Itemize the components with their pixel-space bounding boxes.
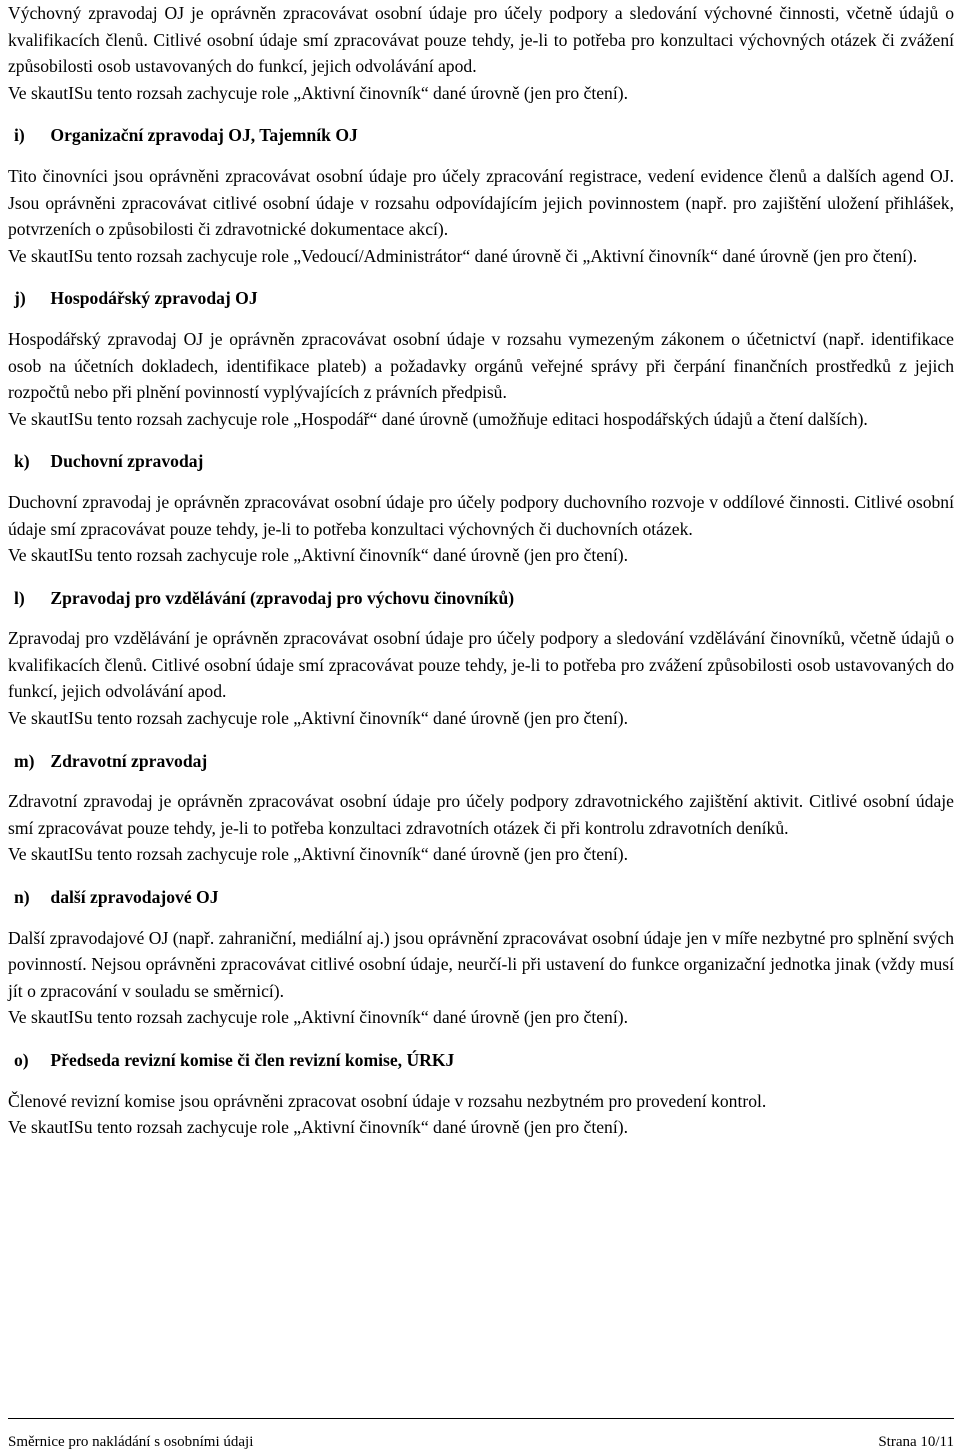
section-i bbox=[8, 122, 954, 269]
section-role-note: Ve skautISu tento rozsah zachycuje role „Aktivní činovník“ dané úrovně (jen pro čtení). bbox=[8, 844, 628, 865]
section-l bbox=[8, 585, 954, 732]
section-j bbox=[8, 285, 954, 432]
section-title: Předseda revizní komise či člen revizní komise, ÚRKJ bbox=[50, 1050, 455, 1070]
section-heading bbox=[8, 748, 954, 775]
section-heading bbox=[8, 448, 954, 475]
footer-page-number: Strana 10/11 bbox=[878, 1434, 954, 1450]
section-heading bbox=[8, 884, 954, 911]
section-letter: k) bbox=[14, 451, 30, 472]
section-letter: i) bbox=[14, 125, 25, 146]
section-title: Zdravotní zpravodaj bbox=[50, 750, 208, 771]
section-letter: o) bbox=[14, 1050, 29, 1070]
section-paragraph: Zpravodaj pro vzdělávání je oprávněn zpracovávat osobní údaje pro účely podpory a sledování vzdělávání činovníků, včetně údajů o kvalifikacích členů. Citlivé osobní údaje smí zpracovávat pouze tehdy, je-li to potřeba pro zvážení způsobilosti osob ustavovaných do funkcí, jejich odvolávání apod. bbox=[8, 628, 954, 702]
section-paragraph: Zdravotní zpravodaj je oprávněn zpracovávat osobní údaje pro účely podpory zdravotnického zajištění aktivit. Citlivé osobní údaje smí zpracovávat pouze tehdy, je-li to potřeba konzultaci zdravotních otázek či při kontrolu zdravotních deníků. bbox=[8, 791, 954, 838]
section-title: další zpravodajové OJ bbox=[50, 887, 219, 908]
section-heading bbox=[8, 122, 954, 149]
footer-document-title: Směrnice pro nakládání s osobními údaji bbox=[8, 1434, 254, 1450]
document-page bbox=[8, 0, 954, 1141]
intro-block bbox=[8, 0, 954, 106]
section-n bbox=[8, 884, 954, 1031]
section-letter: l) bbox=[14, 587, 25, 608]
section-title: Duchovní zpravodaj bbox=[50, 451, 204, 472]
section-paragraph: Tito činovníci jsou oprávněni zpracovávat osobní údaje pro účely zpracování registrace, vedení evidence členů a dalších agend OJ. Jsou oprávněni zpracovávat citlivé osobní údaje v rozsahu odpovídajícím jejich povinnostem (např. pro zajištění uložení přihlášek, potvrzeních o způsobilosti či zdravotnické dokumentace akcí). bbox=[8, 165, 954, 240]
section-heading bbox=[8, 1047, 954, 1074]
section-role-note: Ve skautISu tento rozsah zachycuje role „Aktivní činovník“ dané úrovně (jen pro čtení). bbox=[8, 545, 628, 566]
page-footer bbox=[8, 1418, 954, 1451]
section-paragraph: Členové revizní komise jsou oprávněni zpracovat osobní údaje v rozsahu nezbytném pro provedení kontrol. bbox=[8, 1090, 767, 1111]
section-paragraph: Hospodářský zpravodaj OJ je oprávněn zpracovávat osobní údaje v rozsahu vymezeným zákonem o účetnictví (např. identifikace osob na účetních dokladech, identifikace plateb) a požadavky orgánů veřejné správy při čerpání finančních prostředků z jejich rozpočtů nebo při plnění povinností vyplývajících z právních předpisů. bbox=[8, 328, 954, 403]
section-title: Zpravodaj pro vzdělávání (zpravodaj pro výchovu činovníků) bbox=[50, 587, 515, 608]
section-role-note: Ve skautISu tento rozsah zachycuje role „Aktivní činovník“ dané úrovně (jen pro čtení). bbox=[8, 708, 628, 729]
section-role-note: Ve skautISu tento rozsah zachycuje role „Aktivní činovník“ dané úrovně (jen pro čtení). bbox=[8, 1117, 628, 1138]
section-m bbox=[8, 748, 954, 868]
section-heading bbox=[8, 285, 954, 312]
intro-role-note: Ve skautISu tento rozsah zachycuje role „Aktivní činovník“ dané úrovně (jen pro čtení). bbox=[8, 82, 628, 103]
section-letter: m) bbox=[14, 750, 35, 771]
section-k bbox=[8, 448, 954, 568]
section-role-note: Ve skautISu tento rozsah zachycuje role „Hospodář“ dané úrovně (umožňuje editaci hospodářských údajů a čtení dalších). bbox=[8, 408, 868, 429]
section-title: Hospodářský zpravodaj OJ bbox=[50, 288, 258, 309]
section-letter: n) bbox=[14, 887, 30, 908]
section-paragraph: Duchovní zpravodaj je oprávněn zpracovávat osobní údaje pro účely podpory duchovního rozvoje v oddílové činnosti. Citlivé osobní údaje smí zpracovávat pouze tehdy, je-li to potřeba konzultaci výchovných či duchovních otázek. bbox=[8, 491, 954, 539]
intro-paragraph: Výchovný zpravodaj OJ je oprávněn zpracovávat osobní údaje pro účely podpory a sledování výchovné činnosti, včetně údajů o kvalifikacích členů. Citlivé osobní údaje smí zpracovávat pouze tehdy, je-li to potřeba pro konzultaci výchovných otázek či zvážení způsobilosti osob ustavovaných do funkcí, jejich odvolávání apod. bbox=[8, 3, 954, 77]
section-letter: j) bbox=[14, 288, 26, 309]
section-title: Organizační zpravodaj OJ, Tajemník OJ bbox=[50, 125, 358, 146]
section-heading bbox=[8, 585, 954, 612]
section-role-note: Ve skautISu tento rozsah zachycuje role „Aktivní činovník“ dané úrovně (jen pro čtení). bbox=[8, 1007, 628, 1028]
section-paragraph: Další zpravodajové OJ (např. zahraniční, mediální aj.) jsou oprávnění zpracovávat osobní údaje jen v míře nezbytné pro splnění svých povinností. Nejsou oprávněni zpracovávat citlivé osobní údaje, neurčí-li při ustavení do funkce organizační jednotka jinak (vždy musí jít o zpracování v souladu se směrnicí). bbox=[8, 927, 954, 1001]
section-o bbox=[8, 1047, 954, 1141]
section-role-note: Ve skautISu tento rozsah zachycuje role „Vedoucí/Administrátor“ dané úrovně či „Aktivní činovník“ dané úrovně (jen pro čtení). bbox=[8, 245, 918, 266]
